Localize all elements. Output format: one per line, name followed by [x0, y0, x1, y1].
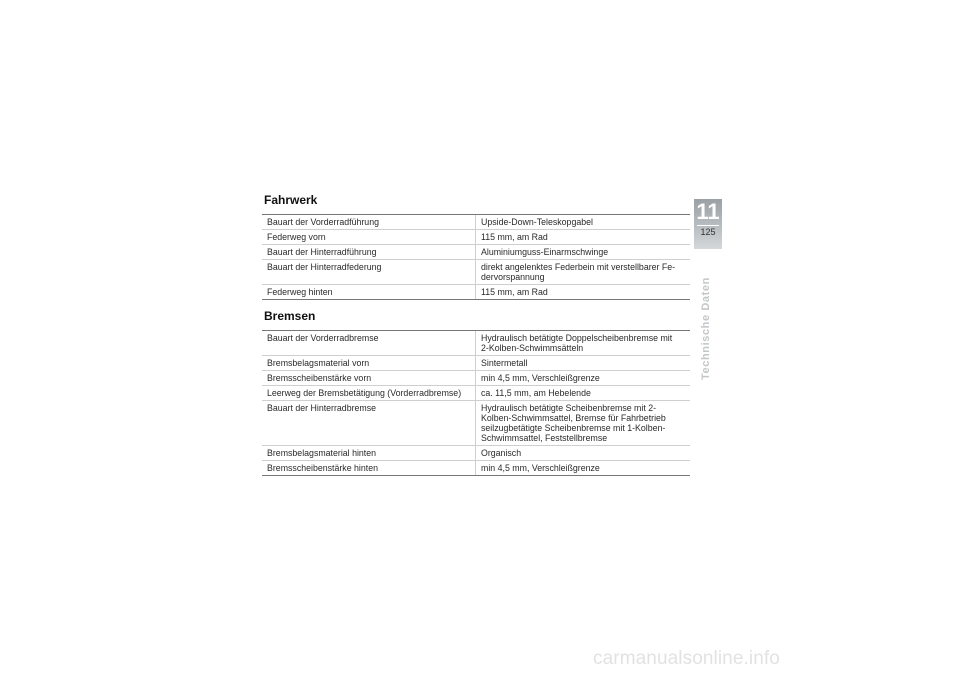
table-row [262, 356, 690, 371]
spec-value: Upside-Down-Teleskopgabel [476, 215, 691, 230]
spec-content [262, 193, 690, 476]
spec-value: direkt angelenktes Federbein mit verstellbarer Fe- dervorspannung [476, 260, 691, 285]
spec-label: Bauart der Hinterradbremse [262, 401, 476, 446]
spec-value: 115 mm, am Rad [476, 230, 691, 245]
section-title-fahrwerk: Fahrwerk [264, 193, 318, 207]
table-row [262, 245, 690, 260]
spec-value: Aluminiumguss-Einarmschwinge [476, 245, 691, 260]
spec-value: Hydraulisch betätigte Scheibenbremse mit 2- Kolben-Schwimmsattel, Bremse für Fahrbetrieb seilzugbetätigte Scheibenbremse mit 1-Kolben- Schwimmsattel, Feststellbremse [476, 401, 691, 446]
spec-label: Bremsbelagsmaterial vorn [262, 356, 476, 371]
spec-table-bremsen [262, 330, 690, 476]
table-row [262, 230, 690, 245]
spec-table-fahrwerk [262, 214, 690, 300]
spec-label: Leerweg der Bremsbetätigung (Vorderradbremse) [262, 386, 476, 401]
spec-label: Bauart der Hinterradfederung [262, 260, 476, 285]
table-row [262, 371, 690, 386]
spec-value: Organisch [476, 446, 691, 461]
spec-value: 115 mm, am Rad [476, 285, 691, 300]
spec-label: Bremsscheibenstärke vorn [262, 371, 476, 386]
watermark: carmanualsonline.info [593, 648, 780, 669]
chapter-number: 11 [696, 199, 720, 224]
spec-label: Bremsbelagsmaterial hinten [262, 446, 476, 461]
spec-value: Hydraulisch betätigte Doppelscheibenbremse mit 2-Kolben-Schwimmsätteln [476, 331, 691, 356]
chapter-tab [694, 199, 722, 249]
spec-label: Bremsscheibenstärke hinten [262, 461, 476, 476]
spec-label: Federweg hinten [262, 285, 476, 300]
table-row [262, 215, 690, 230]
table-row [262, 386, 690, 401]
table-row [262, 401, 690, 446]
table-row [262, 260, 690, 285]
spec-label: Bauart der Vorderradführung [262, 215, 476, 230]
spec-value: ca. 11,5 mm, am Hebelende [476, 386, 691, 401]
spec-value: min 4,5 mm, Verschleißgrenze [476, 461, 691, 476]
section-title-bremsen: Bremsen [264, 309, 316, 323]
page-number: 125 [700, 227, 716, 237]
chapter-divider [697, 225, 719, 226]
table-row [262, 331, 690, 356]
spec-label: Bauart der Hinterradführung [262, 245, 476, 260]
spec-label: Federweg vorn [262, 230, 476, 245]
spec-value: Sintermetall [476, 356, 691, 371]
table-row [262, 446, 690, 461]
table-row [262, 461, 690, 476]
chapter-side-title: Technische Daten [700, 277, 712, 380]
table-row [262, 285, 690, 300]
spec-value: min 4,5 mm, Verschleißgrenze [476, 371, 691, 386]
spec-label: Bauart der Vorderradbremse [262, 331, 476, 356]
